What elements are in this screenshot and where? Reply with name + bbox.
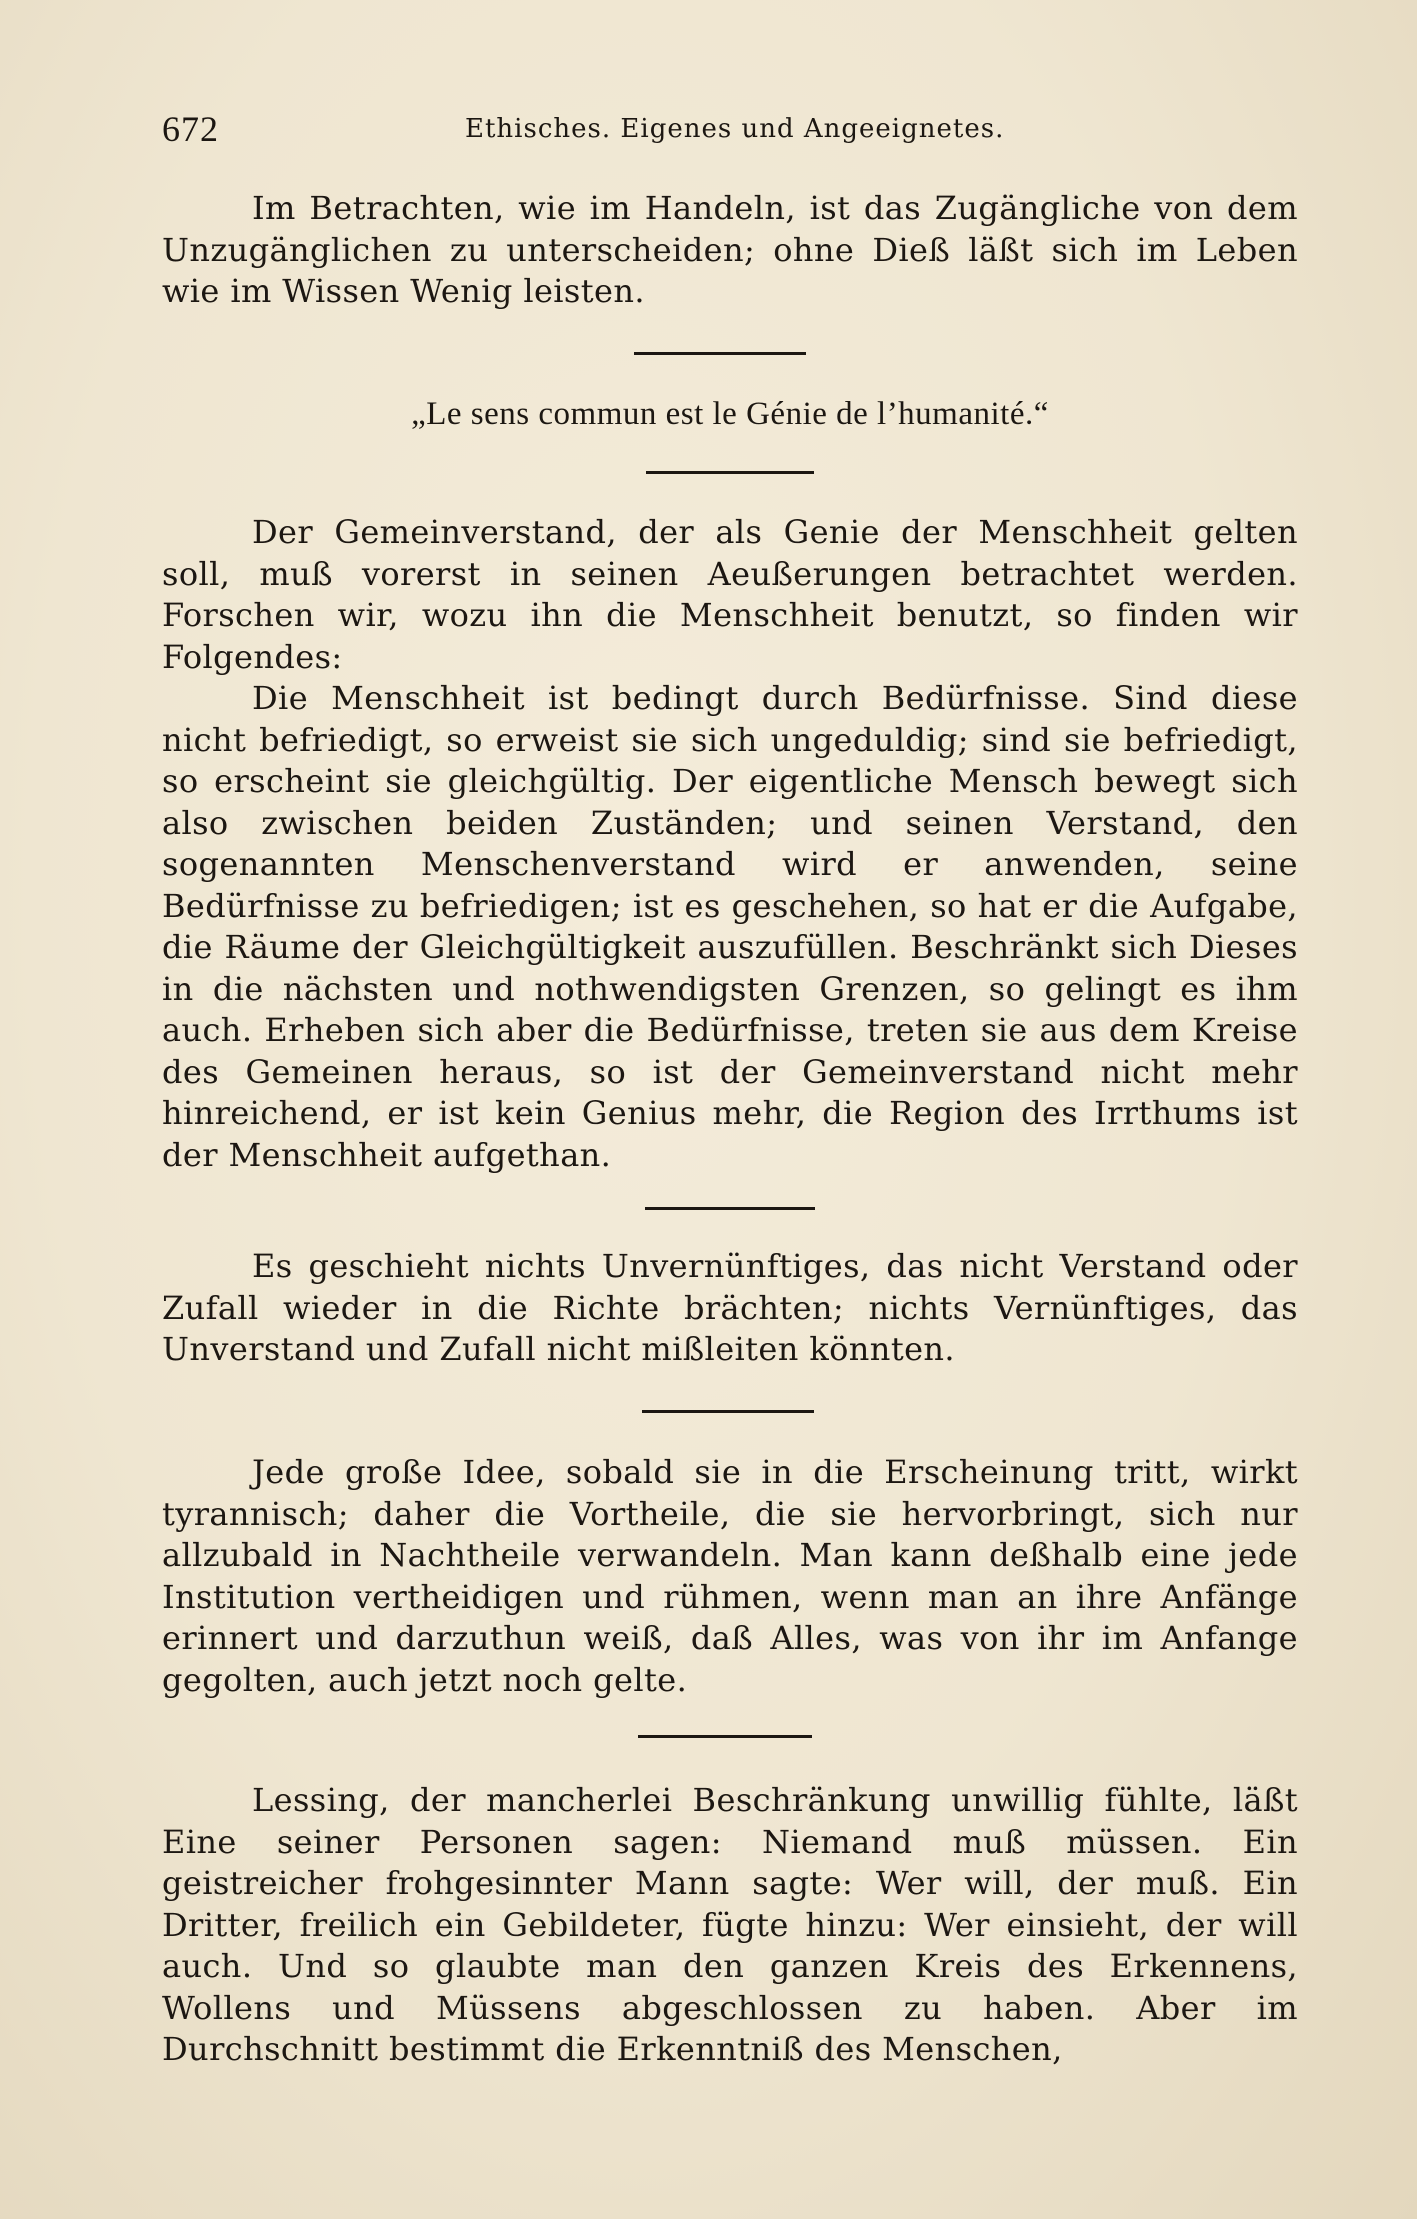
section-divider xyxy=(645,1207,815,1210)
page-number: 672 xyxy=(162,109,219,149)
paragraph: Die Menschheit ist bedingt durch Bedürfnisse. Sind diese nicht befriedigt, so erweist sie sich ungeduldig; sind sie befriedigt, so erscheint sie gleichgültig. Der eigentliche Mensch bewegt sich also zwischen beiden Zuständen; und seinen Verstand, den sogenannten Menschenverstand wird er anwenden, seine Bedürfnisse zu befriedigen; ist es geschehen, so hat er die Aufgabe, die Räume der Gleichgültigkeit auszufüllen. Beschränkt sich Dieses in die nächsten und nothwendigsten Grenzen, so gelingt es ihm auch. Erheben sich aber die Bedürfnisse, treten sie aus dem Kreise des Gemeinen heraus, so ist der Gemeinverstand nicht mehr hinreichend, er ist kein Genius mehr, die Region des Irrthums ist der Menschheit aufgethan. xyxy=(162,679,1298,1174)
page-header xyxy=(162,108,1292,158)
section-6 xyxy=(162,1780,1298,2071)
paragraph: Lessing, der mancherlei Beschränkung unwillig fühlte, läßt Eine seiner Personen sagen: Niemand muß müssen. Ein geistreicher frohgesinnter Mann sagte: Wer will, der muß. Ein Dritter, freilich ein Gebildeter, fügte hinzu: Wer einsieht, der will auch. Und so glaubte man den ganzen Kreis des Erkennens, Wollens und Müssens abgeschlossen zu haben. Aber im Durchschnitt bestimmt die Erkenntniß des Menschen, xyxy=(162,1781,1298,2068)
paragraph: Es geschieht nichts Unvernünftiges, das nicht Verstand oder Zufall wieder in die Richte brächten; nichts Vernünftiges, das Unverstand und Zufall nicht mißleiten könnten. xyxy=(162,1247,1298,1368)
section-divider xyxy=(646,471,814,474)
section-divider xyxy=(642,1410,814,1413)
quote-line: „Le sens commun est le Génie de l’humanité.“ xyxy=(411,396,1049,432)
section-divider xyxy=(634,352,806,355)
paragraph: Jede große Idee, sobald sie in die Erscheinung tritt, wirkt tyrannisch; daher die Vortheile, die sie hervorbringt, sich nur allzubald in Nachtheile verwandeln. Man kann deßhalb eine jede Institution vertheidigen und rühmen, wenn man an ihre Anfänge erinnert und darzuthun weiß, daß Alles, was von ihr im Anfange gegolten, auch jetzt noch gelte. xyxy=(162,1453,1298,1699)
paragraph: Im Betrachten, wie im Handeln, ist das Zugängliche von dem Unzugänglichen zu unterscheiden; ohne Dieß läßt sich im Leben wie im Wissen Wenig leisten. xyxy=(162,189,1298,310)
section-4 xyxy=(162,1246,1298,1371)
section-divider xyxy=(638,1735,812,1738)
paragraph: Der Gemeinverstand, der als Genie der Menschheit gelten soll, muß vorerst in seinen Aeußerungen betrachtet werden. Forschen wir, wozu ihn die Menschheit benutzt, so finden wir Folgendes: xyxy=(162,513,1298,676)
section-1 xyxy=(162,188,1298,313)
running-title: Ethisches. Eigenes und Angeeignetes. xyxy=(465,114,1005,144)
section-5 xyxy=(162,1452,1298,1701)
section-3 xyxy=(162,512,1298,1176)
